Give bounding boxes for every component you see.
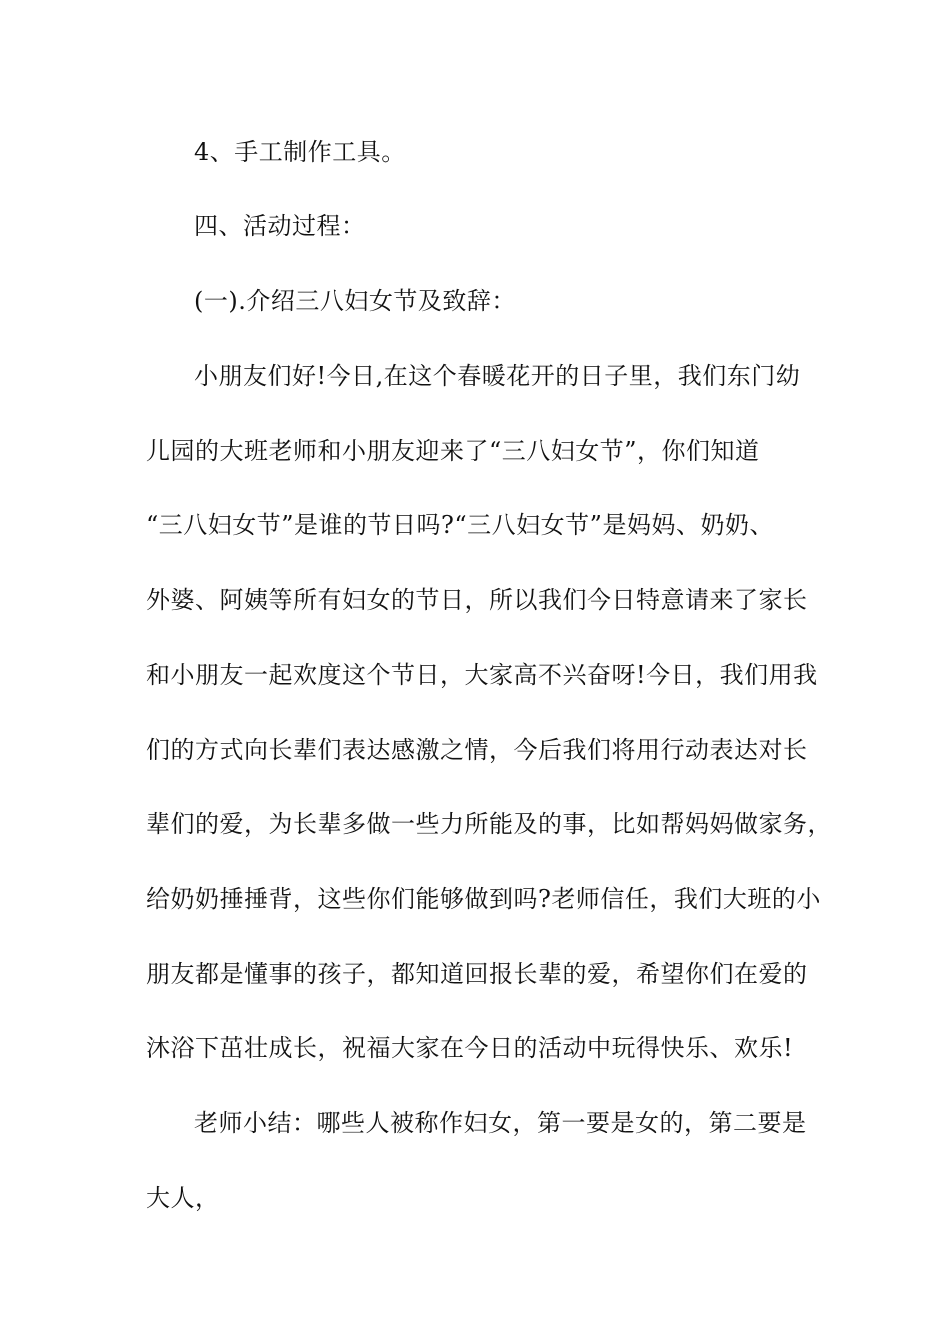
paragraph-line: 给奶奶捶捶背，这些你们能够做到吗?老师信任，我们大班的小 [146, 885, 821, 913]
paragraph-line: 外婆、阿姨等所有妇女的节日，所以我们今日特意请来了家长 [146, 586, 808, 614]
paragraph-line: 沐浴下茁壮成长，祝福大家在今日的活动中玩得快乐、欢乐! [146, 1034, 794, 1062]
subsection-heading-introduction: (一).介绍三八妇女节及致辞： [194, 287, 516, 315]
paragraph-line: “三八妇女节”是谁的节日吗?“三八妇女节”是妈妈、奶奶、 [146, 511, 774, 539]
paragraph-line: 大人， [146, 1184, 220, 1212]
paragraph-line: 和小朋友一起欢度这个节日，大家高不兴奋呀!今日，我们用我 [146, 661, 818, 689]
paragraph-line: 辈们的爱，为长辈多做一些力所能及的事，比如帮妈妈做家务， [146, 810, 832, 838]
paragraph-line: 朋友都是懂事的孩子，都知道回报长辈的爱，希望你们在爱的 [146, 960, 808, 988]
section-heading-activity-process: 四、活动过程： [194, 212, 366, 240]
paragraph-line: 儿园的大班老师和小朋友迎来了“三八妇女节”，你们知道 [146, 437, 760, 465]
paragraph-line-summary: 老师小结：哪些人被称作妇女，第一要是女的，第二要是 [194, 1109, 807, 1137]
text-line-tools: 4、手工制作工具。 [194, 138, 406, 166]
paragraph-line: 小朋友们好!今日,在这个春暖花开的日子里，我们东门幼 [194, 362, 801, 390]
paragraph-line: 们的方式向长辈们表达感激之情，今后我们将用行动表达对长 [146, 736, 808, 764]
